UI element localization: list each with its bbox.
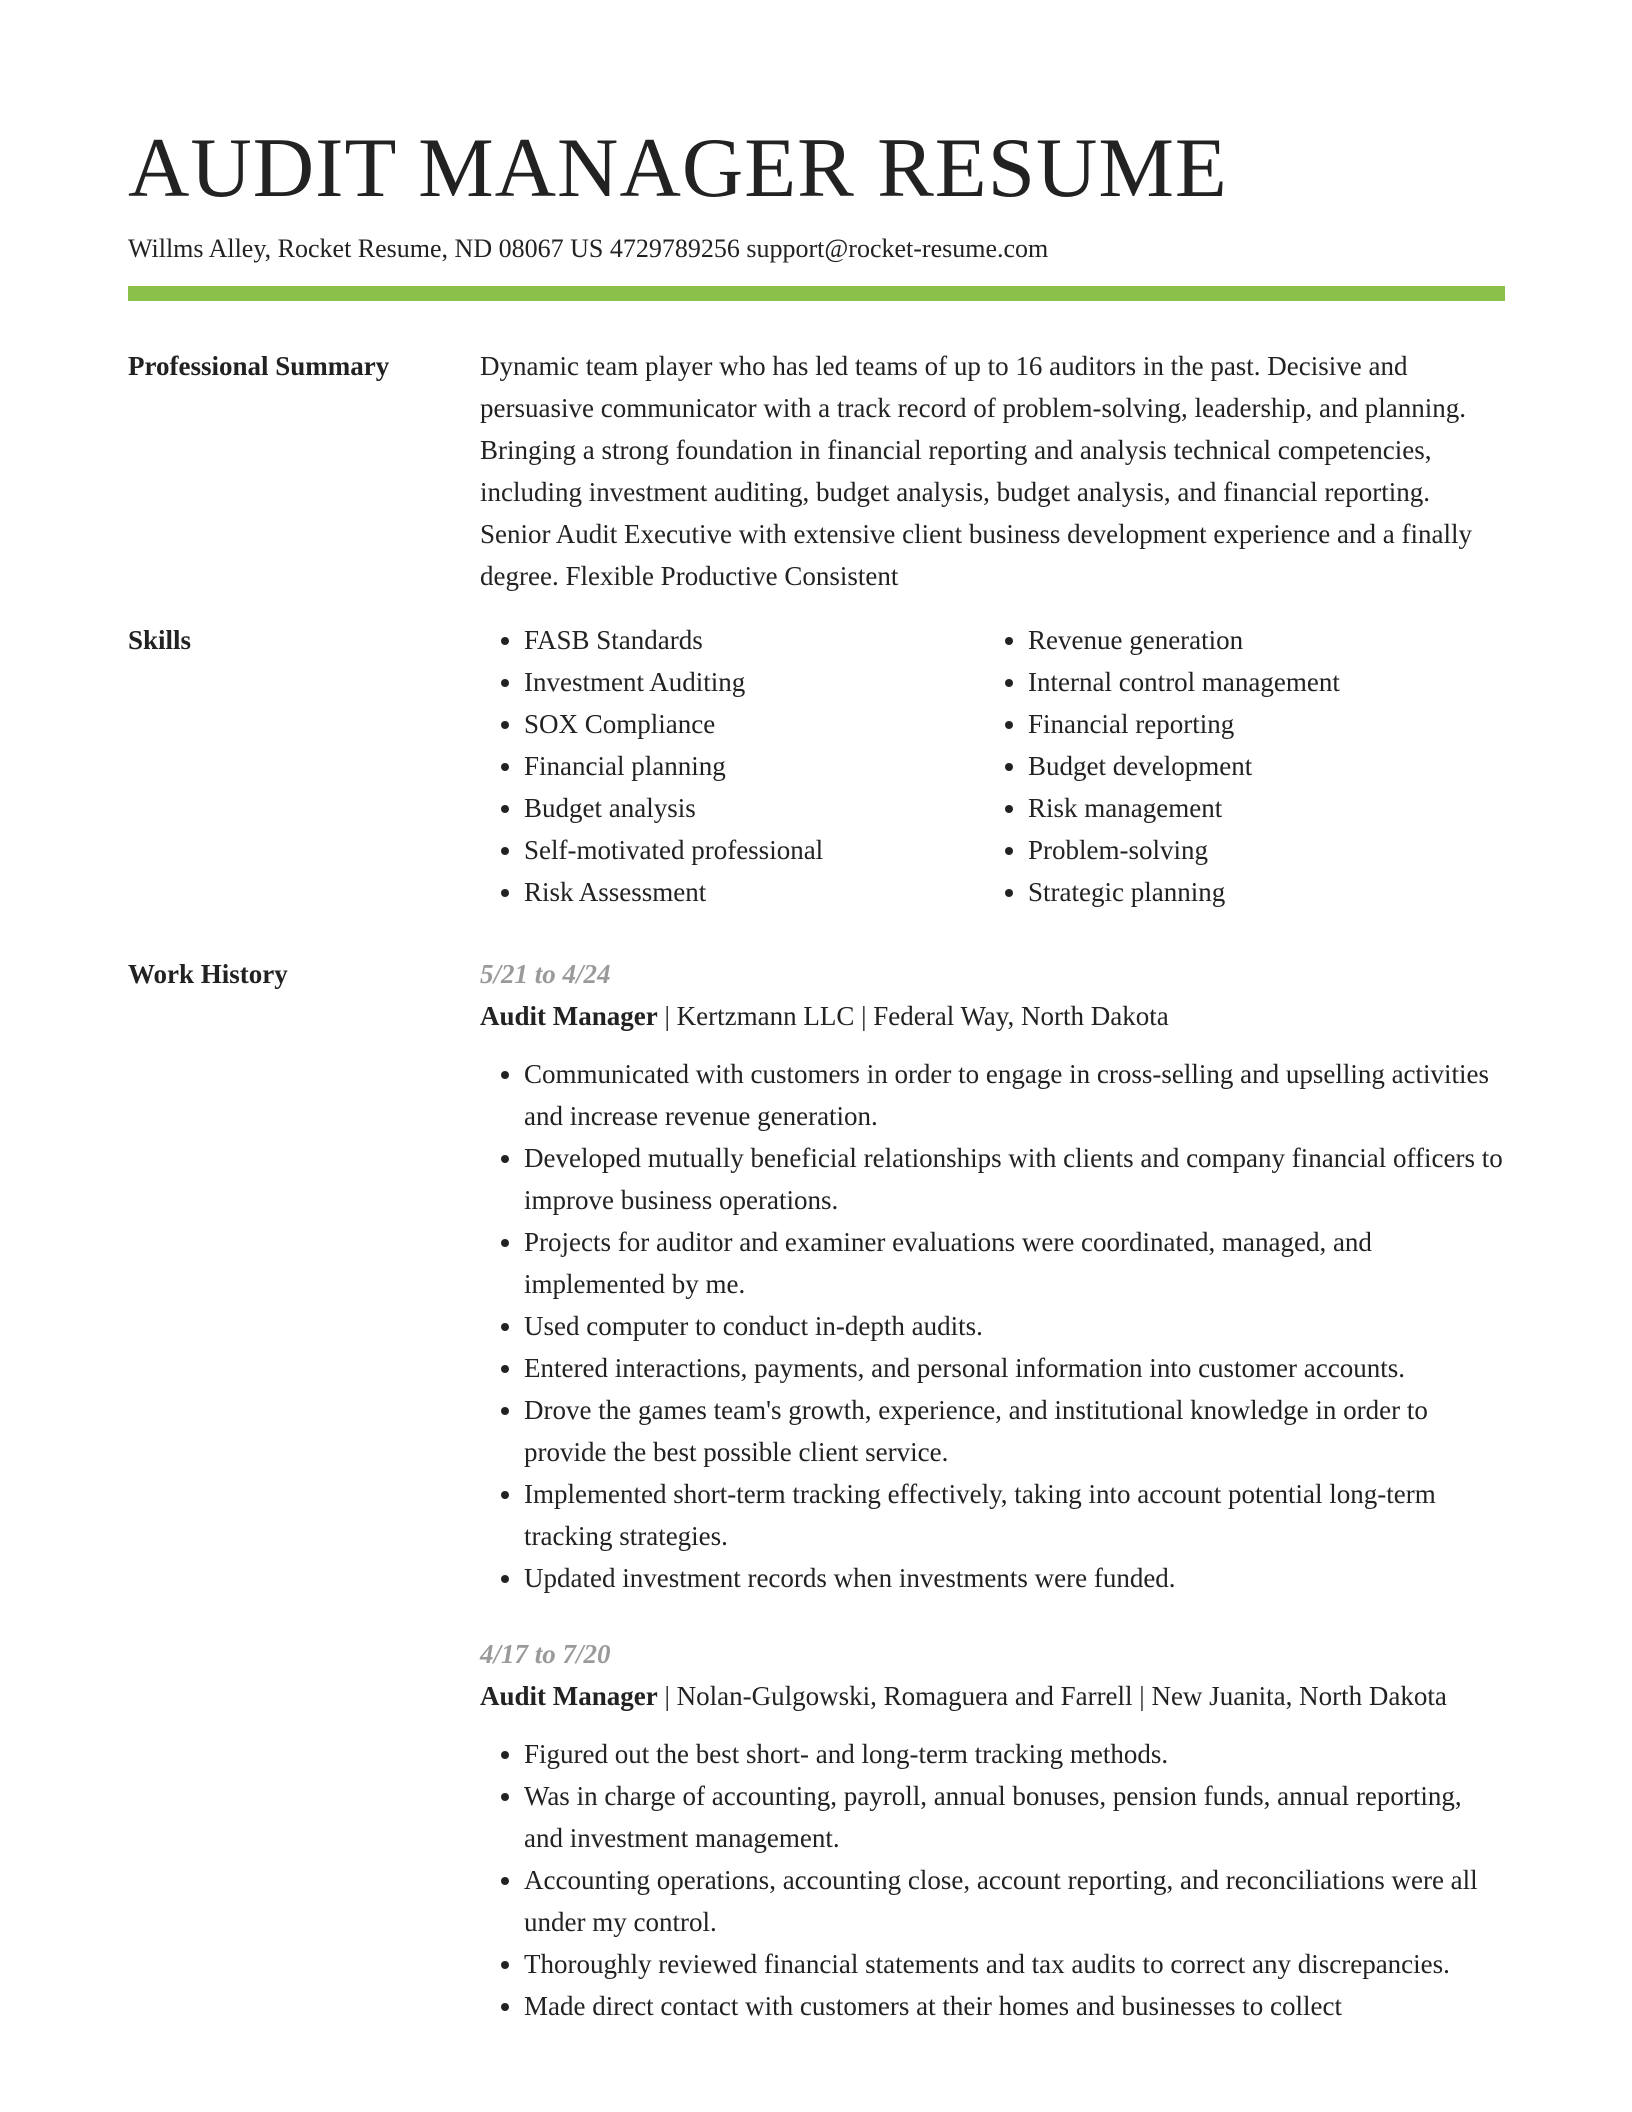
contact-phone: 4729789256 <box>609 234 740 263</box>
job-bullet: • Accounting operations, accounting close, account reporting, and reconciliations were all under my control. <box>524 1859 1505 1943</box>
skill-item: • Financial planning <box>524 745 984 787</box>
job-bullet: • Figured out the best short- and long-term tracking methods. <box>524 1733 1505 1775</box>
job-dates: 4/17 to 7/20 <box>480 1639 611 1669</box>
job-bullet: • Projects for auditor and examiner evaluations were coordinated, managed, and implemented by me. <box>524 1221 1505 1305</box>
resume-title: AUDIT MANAGER RESUME <box>128 121 1228 215</box>
skill-item: • Internal control management <box>1028 661 1488 703</box>
skill-item: • Risk management <box>1028 787 1488 829</box>
job-bullet-list <box>480 1053 1505 1599</box>
skill-item: • Self-motivated professional <box>524 829 984 871</box>
skill-item: • Risk Assessment <box>524 871 984 913</box>
job-bullet: • Drove the games team's growth, experience, and institutional knowledge in order to provide the best possible client service. <box>524 1389 1505 1473</box>
skill-item: • Investment Auditing <box>524 661 984 703</box>
job-bullet: • Updated investment records when investments were funded. <box>524 1557 1505 1599</box>
job-bullet-list <box>480 1733 1505 2027</box>
job-bullet: • Used computer to conduct in-depth audits. <box>524 1305 1505 1347</box>
job-company-location: Kertzmann LLC | Federal Way, North Dakota <box>676 1001 1169 1031</box>
contact-address: Willms Alley, Rocket Resume, ND 08067 US <box>128 234 604 263</box>
job-title: Audit Manager <box>480 1681 658 1711</box>
job-entry <box>480 1633 1505 2027</box>
job-separator: | <box>657 1681 677 1711</box>
section-label-work-history: Work History <box>128 959 288 989</box>
job-dates: 5/21 to 4/24 <box>480 959 611 989</box>
skills-list-right <box>984 619 1488 913</box>
job-bullet: • Entered interactions, payments, and personal information into customer accounts. <box>524 1347 1505 1389</box>
contact-line <box>128 232 1048 266</box>
job-title: Audit Manager <box>480 1001 658 1031</box>
job-bullet: • Developed mutually beneficial relationships with clients and company financial officers to improve business operations. <box>524 1137 1505 1221</box>
job-separator: | <box>657 1001 677 1031</box>
skill-item: • FASB Standards <box>524 619 984 661</box>
accent-divider <box>128 286 1505 301</box>
skills-columns <box>480 619 1505 913</box>
job-heading <box>480 1675 1505 1717</box>
job-entry <box>480 953 1505 1599</box>
skill-item: • SOX Compliance <box>524 703 984 745</box>
work-history-list <box>480 953 1505 2061</box>
job-company-location: Nolan-Gulgowski, Romaguera and Farrell | New Juanita, North Dakota <box>676 1681 1447 1711</box>
contact-email[interactable]: support@rocket-resume.com <box>746 234 1049 263</box>
job-bullet: • Communicated with customers in order to engage in cross-selling and upselling activities and increase revenue generation. <box>524 1053 1505 1137</box>
skill-item: • Budget development <box>1028 745 1488 787</box>
skill-item: • Financial reporting <box>1028 703 1488 745</box>
summary-text: Dynamic team player who has led teams of up to 16 auditors in the past. Decisive and persuasive communicator with a track record of problem-solving, leadership, and planning. Bringing a strong foundation in financial reporting and analysis technical competencies, including investment auditing, budget analysis, budget analysis, and financial reporting. Senior Audit Executive with extensive client business development experience and a finally degree. Flexible Productive Consistent <box>480 351 1472 591</box>
skills-list-left <box>480 619 984 913</box>
skill-item: • Strategic planning <box>1028 871 1488 913</box>
skill-item: • Revenue generation <box>1028 619 1488 661</box>
job-bullet: • Implemented short-term tracking effectively, taking into account potential long-term tracking strategies. <box>524 1473 1505 1557</box>
job-bullet: • Made direct contact with customers at their homes and businesses to collect <box>524 1985 1505 2027</box>
job-heading <box>480 995 1505 1037</box>
job-bullet: • Thoroughly reviewed financial statements and tax audits to correct any discrepancies. <box>524 1943 1505 1985</box>
skill-item: • Budget analysis <box>524 787 984 829</box>
job-bullet: • Was in charge of accounting, payroll, annual bonuses, pension funds, annual reporting, and investment management. <box>524 1775 1505 1859</box>
section-label-skills: Skills <box>128 625 192 655</box>
skill-item: • Problem-solving <box>1028 829 1488 871</box>
section-label-summary: Professional Summary <box>128 351 390 381</box>
